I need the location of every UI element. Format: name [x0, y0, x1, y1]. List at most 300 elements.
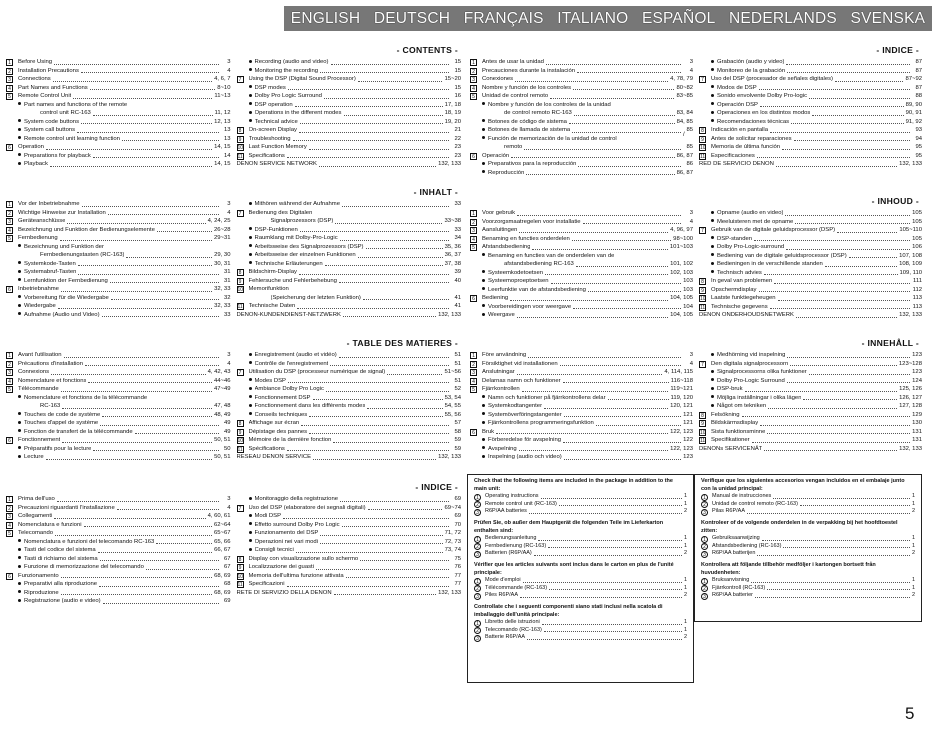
entry-page: 104: [683, 303, 693, 310]
entry-title: Arbeitsweise der einzelnen Funktionen: [254, 252, 356, 258]
entry-page: 29~31: [213, 235, 231, 241]
entry-title: Systemabruf-Tasten: [24, 269, 77, 275]
entry-title-line: [249, 436, 452, 445]
bullet-icon: [482, 287, 485, 290]
entry-title: de control remoto RC-163: [504, 110, 572, 116]
dot-leader: [340, 501, 449, 502]
dot-leader: [773, 498, 910, 499]
dot-leader: [529, 513, 682, 514]
entry-page: 23: [454, 152, 461, 159]
entry-title-line: [488, 252, 693, 261]
bullet-icon: [18, 429, 21, 432]
toc-entry: [470, 169, 693, 178]
dot-leader: [110, 282, 219, 283]
toc-entry: [6, 135, 231, 144]
check-heading: Kontroleer of de volgende onderdelen in de verpakking bij het hoofdtoestel zitten:: [701, 519, 898, 534]
entry-title-line: [24, 268, 221, 277]
entry-title-line: [24, 294, 221, 303]
dot-leader: [295, 106, 443, 107]
dot-leader: [55, 535, 212, 536]
section-columns: [470, 58, 922, 177]
chapter-number-box: 2: [470, 68, 477, 75]
item-number-circle: 3: [474, 593, 481, 600]
entry-title-line: [24, 243, 231, 252]
dot-leader: [496, 433, 668, 434]
entry-page: 88: [915, 93, 922, 99]
accessory-name: Operating instructions: [485, 493, 539, 500]
check-heading: Vérifier que les articles suivants sont inclus dans le carton en plus de l'unité principale:: [474, 561, 674, 576]
item-number-circle: 3: [474, 551, 481, 558]
language-tab: DEUTSCH: [373, 9, 451, 27]
bullet-icon: [249, 119, 252, 122]
toc-entry: [6, 597, 231, 606]
bullet-icon: [18, 102, 21, 105]
chapter-number-box: 3: [470, 369, 477, 376]
bullet-icon: [18, 446, 21, 449]
entry-title: Bediening van de digitale geluidsprocessor (DSP): [717, 252, 847, 259]
entry-title: Möjliga inställningar i olika lägen: [717, 394, 802, 401]
entry-title: Specifikationer: [711, 437, 750, 443]
accessory-quantity: 1: [683, 626, 687, 633]
dot-leader: [156, 543, 212, 544]
entry-page: 121: [683, 420, 693, 426]
toc-entry: [6, 260, 231, 269]
indice-espanol-section: [470, 45, 922, 177]
toc-entry: [6, 512, 231, 521]
bullet-icon: [711, 262, 714, 265]
chapter-number-box: 1: [470, 210, 477, 217]
dot-leader: [760, 425, 910, 426]
entry-title: Preparations for playback: [24, 152, 91, 159]
toc-entry: [470, 294, 693, 303]
entry-title: Technisch advies: [717, 269, 762, 276]
toc-entry: [6, 143, 231, 152]
dot-leader: [519, 450, 668, 451]
entry-title: Benaming en functies van de onderdelen van de: [488, 252, 615, 259]
bullet-icon: [711, 395, 714, 398]
toc-column-right: [699, 351, 922, 462]
entry-title: Connections: [18, 76, 51, 82]
entry-title: Operazioni nei vari modi: [254, 538, 319, 545]
dot-leader: [61, 291, 212, 292]
dot-leader: [523, 582, 682, 583]
entry-title: Systemöverföringstangenter: [488, 411, 562, 418]
chapter-number-box: 10: [700, 145, 706, 151]
toc-entry: [237, 200, 462, 209]
dot-leader: [794, 140, 910, 141]
entry-title: On-screen Display: [248, 127, 297, 133]
bullet-icon: [482, 446, 485, 449]
entry-page: 104, 105: [670, 312, 693, 318]
bullet-icon: [482, 162, 485, 165]
accessory-row: [474, 501, 687, 509]
dot-leader: [532, 249, 667, 250]
entry-title: Avspelning: [488, 445, 517, 452]
entry-title-line: [482, 377, 671, 386]
dot-leader: [551, 283, 681, 284]
entry-page: 119~121: [670, 386, 693, 392]
dot-leader: [787, 357, 910, 358]
accessory-name: Pilas R6P/AA: [712, 508, 746, 515]
entry-page: 95: [915, 144, 922, 150]
bullet-icon: [18, 304, 21, 307]
entry-page: 15~20: [444, 76, 461, 82]
entry-title-line: [711, 75, 905, 84]
toc-entry: [6, 504, 231, 513]
entry-title-line: [488, 445, 670, 454]
section-columns: [6, 58, 461, 169]
chapter-number-box: 3: [470, 76, 477, 83]
chapter-number-box: 8: [699, 278, 706, 285]
entry-page: 68, 69: [214, 589, 231, 596]
bullet-icon: [18, 270, 21, 273]
entry-title: Dépistage des pannes: [248, 428, 308, 435]
toc-entry: [237, 285, 462, 294]
toc-entry: [470, 118, 693, 127]
entry-title-line: [24, 419, 221, 428]
dot-leader: [146, 569, 219, 570]
entry-page: 15: [454, 67, 461, 74]
entry-title-line: [255, 360, 452, 369]
service-network-entry: [699, 445, 922, 454]
dot-leader: [578, 166, 681, 167]
entry-title-line: [18, 217, 208, 226]
dot-leader: [367, 408, 442, 409]
entry-page: 87: [915, 59, 922, 65]
toc-column-left: [6, 200, 231, 319]
entry-page: 68: [223, 581, 231, 587]
bullet-icon: [711, 219, 714, 222]
chapter-number-box: 4: [6, 227, 13, 234]
entry-title: Signalprozessors (DSP): [270, 218, 334, 224]
entry-title-line: [18, 234, 214, 243]
entry-page: 4, 42, 43: [207, 369, 231, 375]
dot-leader: [522, 391, 669, 392]
dot-leader: [360, 560, 449, 561]
dot-leader: [809, 98, 910, 99]
dot-leader: [293, 140, 449, 141]
entry-page: 36, 37: [444, 252, 461, 258]
toc-column-left: [6, 351, 231, 462]
entry-title-line: [255, 495, 452, 504]
toc-entry: [470, 209, 693, 218]
entry-title: Afstandsbediening: [482, 244, 531, 250]
item-number-circle: 2: [474, 543, 481, 550]
entry-title-line: [255, 234, 452, 243]
entry-title-line: [482, 428, 670, 437]
chapter-number-box: 7: [237, 505, 244, 512]
entry-title-line: [24, 277, 221, 286]
toc-entry: [699, 118, 922, 127]
entry-title: Geräteanschlüsse: [18, 218, 66, 224]
bullet-icon: [249, 514, 252, 517]
entry-title: Vorbereitung für die Wiedergabe: [24, 294, 109, 301]
toc-entry: [6, 428, 231, 437]
dot-leader: [770, 308, 910, 309]
entry-title-line: [255, 385, 452, 394]
entry-title-line: [488, 394, 671, 403]
dot-leader: [812, 115, 903, 116]
language-bar: [284, 6, 932, 31]
bullet-icon: [249, 102, 252, 105]
accessory-name: Fjärrkontroll (RC-163): [712, 584, 766, 591]
entry-title-line: [24, 589, 214, 598]
dot-leader: [545, 274, 668, 275]
entry-title-line: [255, 92, 452, 101]
entry-title-line: [24, 260, 214, 269]
bullet-icon: [18, 590, 21, 593]
check-heading: Verifique que los siguientes accesorios vengan incluidos en el embalaje junto con la unidad principal:: [701, 478, 905, 492]
entry-page: 41: [454, 303, 461, 309]
entry-page: 4: [689, 360, 693, 367]
entry-title: Prima dell'uso: [18, 496, 55, 502]
entry-page: 4: [689, 218, 693, 225]
entry-title: Touches d'appel de système: [24, 420, 99, 426]
toc-entry: [699, 303, 922, 312]
accessory-name: Fernbedienung (RC-163): [485, 542, 547, 549]
bullet-icon: [249, 236, 252, 239]
entry-title: System call buttons: [24, 127, 76, 133]
chapter-number-box: 2: [6, 361, 13, 368]
entry-title-line: [711, 360, 899, 369]
entry-title-line: [488, 303, 683, 312]
entry-title-line: [18, 512, 208, 521]
dot-leader: [287, 157, 449, 158]
bullet-icon: [482, 412, 485, 415]
toc-column-left: [470, 58, 693, 177]
entry-title-line: [40, 109, 215, 118]
dot-leader: [363, 299, 449, 300]
entry-title-line: [18, 226, 214, 235]
entry-title: Tasti del codice del sistema: [24, 547, 96, 553]
toc-entry: [237, 428, 462, 437]
dot-leader: [515, 81, 668, 82]
toc-entry: [470, 135, 693, 144]
dot-leader: [754, 240, 910, 241]
dot-leader: [787, 72, 910, 73]
accessory-row: [474, 543, 687, 551]
entry-title-line: [255, 200, 452, 209]
entry-page: 116~118: [670, 377, 693, 384]
entry-title-line: [711, 226, 899, 235]
entry-title: Fernbedienung: [18, 235, 58, 241]
check-heading: Controllate che i seguenti componenti siano stati inclusi nella scatola di imballaggio dell'unità principale:: [474, 603, 663, 618]
accessory-quantity: 1: [683, 577, 687, 584]
accessory-name: Unidad de control remoto (RC-163): [712, 500, 798, 507]
entry-title: DENON SERVICE NETWORK: [236, 161, 317, 167]
chapter-number-box: 4: [6, 378, 13, 385]
dot-leader: [790, 365, 897, 366]
entry-page: 127, 128: [899, 403, 922, 409]
entry-title: Dolby Pro Logic Surround: [254, 93, 322, 99]
entry-title-line: [18, 504, 221, 513]
entry-title: Spécifications: [248, 445, 285, 452]
language-tab: ITALIANO: [557, 9, 629, 27]
entry-page: 18, 19: [444, 110, 461, 116]
bullet-icon: [18, 128, 21, 131]
entry-page: 123: [683, 454, 693, 460]
dot-leader: [564, 416, 681, 417]
accessory-name: Bruksanvisning: [712, 577, 750, 584]
entry-title-line: [255, 84, 452, 93]
entry-page: 14, 15: [214, 144, 231, 150]
entry-title-line: [504, 260, 670, 269]
entry-page: 104, 105: [670, 295, 693, 301]
accessory-row: [474, 535, 687, 543]
toc-entry: [6, 58, 231, 67]
chapter-number-box: 10: [700, 429, 706, 436]
entry-page: 4: [227, 67, 231, 74]
chapter-number-box: 2: [6, 505, 13, 512]
entry-title: Operaciones en los distintos modos: [717, 110, 811, 116]
entry-title: Dolby Pro-Logic-surround: [717, 244, 785, 250]
entry-title-line: [249, 126, 452, 135]
toc-column-left: [470, 209, 693, 320]
bullet-icon: [711, 85, 714, 88]
entry-page: 85: [686, 127, 693, 133]
bullet-icon: [18, 295, 21, 298]
entry-page: 32, 33: [214, 303, 231, 309]
entry-title: Bediening: [482, 295, 509, 301]
toc-column-right: [237, 495, 462, 606]
bullet-icon: [249, 261, 252, 264]
dot-leader: [93, 115, 213, 116]
accessory-name: Batterie R6P/AA: [485, 634, 526, 641]
entry-page: 86, 87: [676, 152, 693, 159]
dot-leader: [300, 231, 449, 232]
entry-title-line: [488, 311, 670, 320]
accessory-row: [474, 508, 687, 516]
language-tab: FRANÇAIS: [463, 9, 544, 27]
toc-entry: [470, 360, 693, 369]
bullet-icon: [482, 136, 485, 139]
entry-page: 49: [223, 420, 231, 426]
bullet-icon: [482, 395, 485, 398]
entry-page: 69: [454, 496, 461, 502]
entry-title-line: [717, 109, 906, 118]
entry-page: 70: [454, 521, 461, 528]
entry-title-line: [18, 360, 221, 369]
accessory-row: [701, 508, 915, 516]
item-number-circle: 1: [474, 536, 481, 543]
entry-page: 15: [454, 59, 461, 65]
toc-entry: [237, 294, 462, 303]
entry-page: 50, 51: [214, 454, 231, 460]
dot-leader: [764, 450, 897, 451]
dot-leader: [320, 543, 443, 544]
entry-title-line: [18, 436, 214, 445]
toc-entry: [6, 521, 231, 530]
bullet-icon: [18, 421, 21, 424]
entry-title: Mithören während der Aufnahme: [254, 201, 340, 207]
toc-entry: [6, 160, 231, 169]
language-tab: ENGLISH: [290, 9, 361, 27]
dot-leader: [517, 317, 668, 318]
accessory-quantity: 1: [683, 542, 687, 549]
entry-title: Fjärrkontrollens programmeringsfunktion: [488, 420, 594, 426]
dot-leader: [849, 257, 897, 258]
accessory-name: Mode d'emploi: [485, 577, 521, 584]
item-number-circle: 3: [474, 635, 481, 642]
accessory-quantity: 1: [683, 500, 687, 507]
toc-entry: [699, 126, 922, 135]
entry-title-line: [699, 311, 899, 320]
entry-title-line: [255, 226, 452, 235]
toc-entry: [237, 538, 462, 547]
toc-entry: [237, 360, 462, 369]
item-number-circle: 1: [701, 536, 708, 543]
dot-leader: [787, 382, 910, 383]
toc-entry: [470, 152, 693, 161]
entry-title-line: [711, 436, 912, 445]
toc-entry: [6, 294, 231, 303]
dot-leader: [78, 274, 218, 275]
service-network-entry: [237, 160, 462, 169]
dot-leader: [62, 408, 212, 409]
dot-leader: [776, 166, 897, 167]
dot-leader: [73, 98, 212, 99]
entry-title: Collegamenti: [18, 513, 53, 519]
toc-entry: [237, 580, 462, 589]
toc-entry: [470, 243, 693, 252]
entry-title: Display con visualizzazione sullo schermo: [248, 555, 359, 562]
entry-page: 17, 18: [444, 101, 461, 108]
toc-entry: [6, 377, 231, 386]
entry-title-line: [18, 143, 214, 152]
chapter-number-box: 11: [237, 304, 243, 310]
accessory-row: [701, 550, 915, 558]
check-heading: Kontrollera att följande tillbehör medföljer i kartongen bortsett från huvudenheten:: [701, 561, 876, 576]
entry-title-line: [24, 597, 221, 606]
dot-leader: [51, 374, 205, 375]
dot-leader: [82, 206, 219, 207]
entry-page: 87~92: [905, 76, 922, 82]
bullet-icon: [18, 582, 21, 585]
toc-entry: [470, 84, 693, 93]
entry-title-line: [488, 160, 683, 169]
entry-title-line: [482, 152, 677, 161]
entry-title: Unidad de control remoto: [482, 93, 549, 99]
toc-entry: [237, 529, 462, 538]
dot-leader: [100, 425, 218, 426]
entry-title: Affichage sur écran: [248, 420, 300, 426]
dot-leader: [320, 535, 442, 536]
entry-page: 8~10: [217, 84, 231, 91]
entry-page: 83~85: [676, 93, 693, 99]
entry-title-line: [717, 218, 912, 227]
accessory-quantity: 1: [911, 542, 915, 549]
entry-page: 132, 133: [438, 161, 461, 167]
entry-title: Remote Control Unit: [18, 93, 72, 99]
toc-entry: [237, 394, 462, 403]
entry-title: Operación: [482, 152, 510, 159]
dot-leader: [803, 399, 897, 400]
chapter-number-box: 10: [700, 296, 706, 302]
entry-title-line: [504, 143, 683, 152]
entry-title-line: [255, 402, 445, 411]
accessory-row: [474, 634, 687, 642]
dot-leader: [519, 232, 668, 233]
entry-title-line: [18, 495, 221, 504]
toc-entry: [237, 419, 462, 428]
chapter-number-box: 7: [699, 227, 706, 234]
entry-page: 73, 74: [444, 547, 461, 553]
entry-title: Nomenclatura e funzioni del telecomando RC-163: [24, 538, 155, 545]
entry-title-line: [717, 235, 912, 244]
entry-title: Modes DSP: [254, 377, 286, 384]
entry-title: Fonctionnement DSP: [254, 394, 311, 401]
entry-title: Bezeichnung und Funktion der Bedienungselemente: [18, 226, 155, 233]
